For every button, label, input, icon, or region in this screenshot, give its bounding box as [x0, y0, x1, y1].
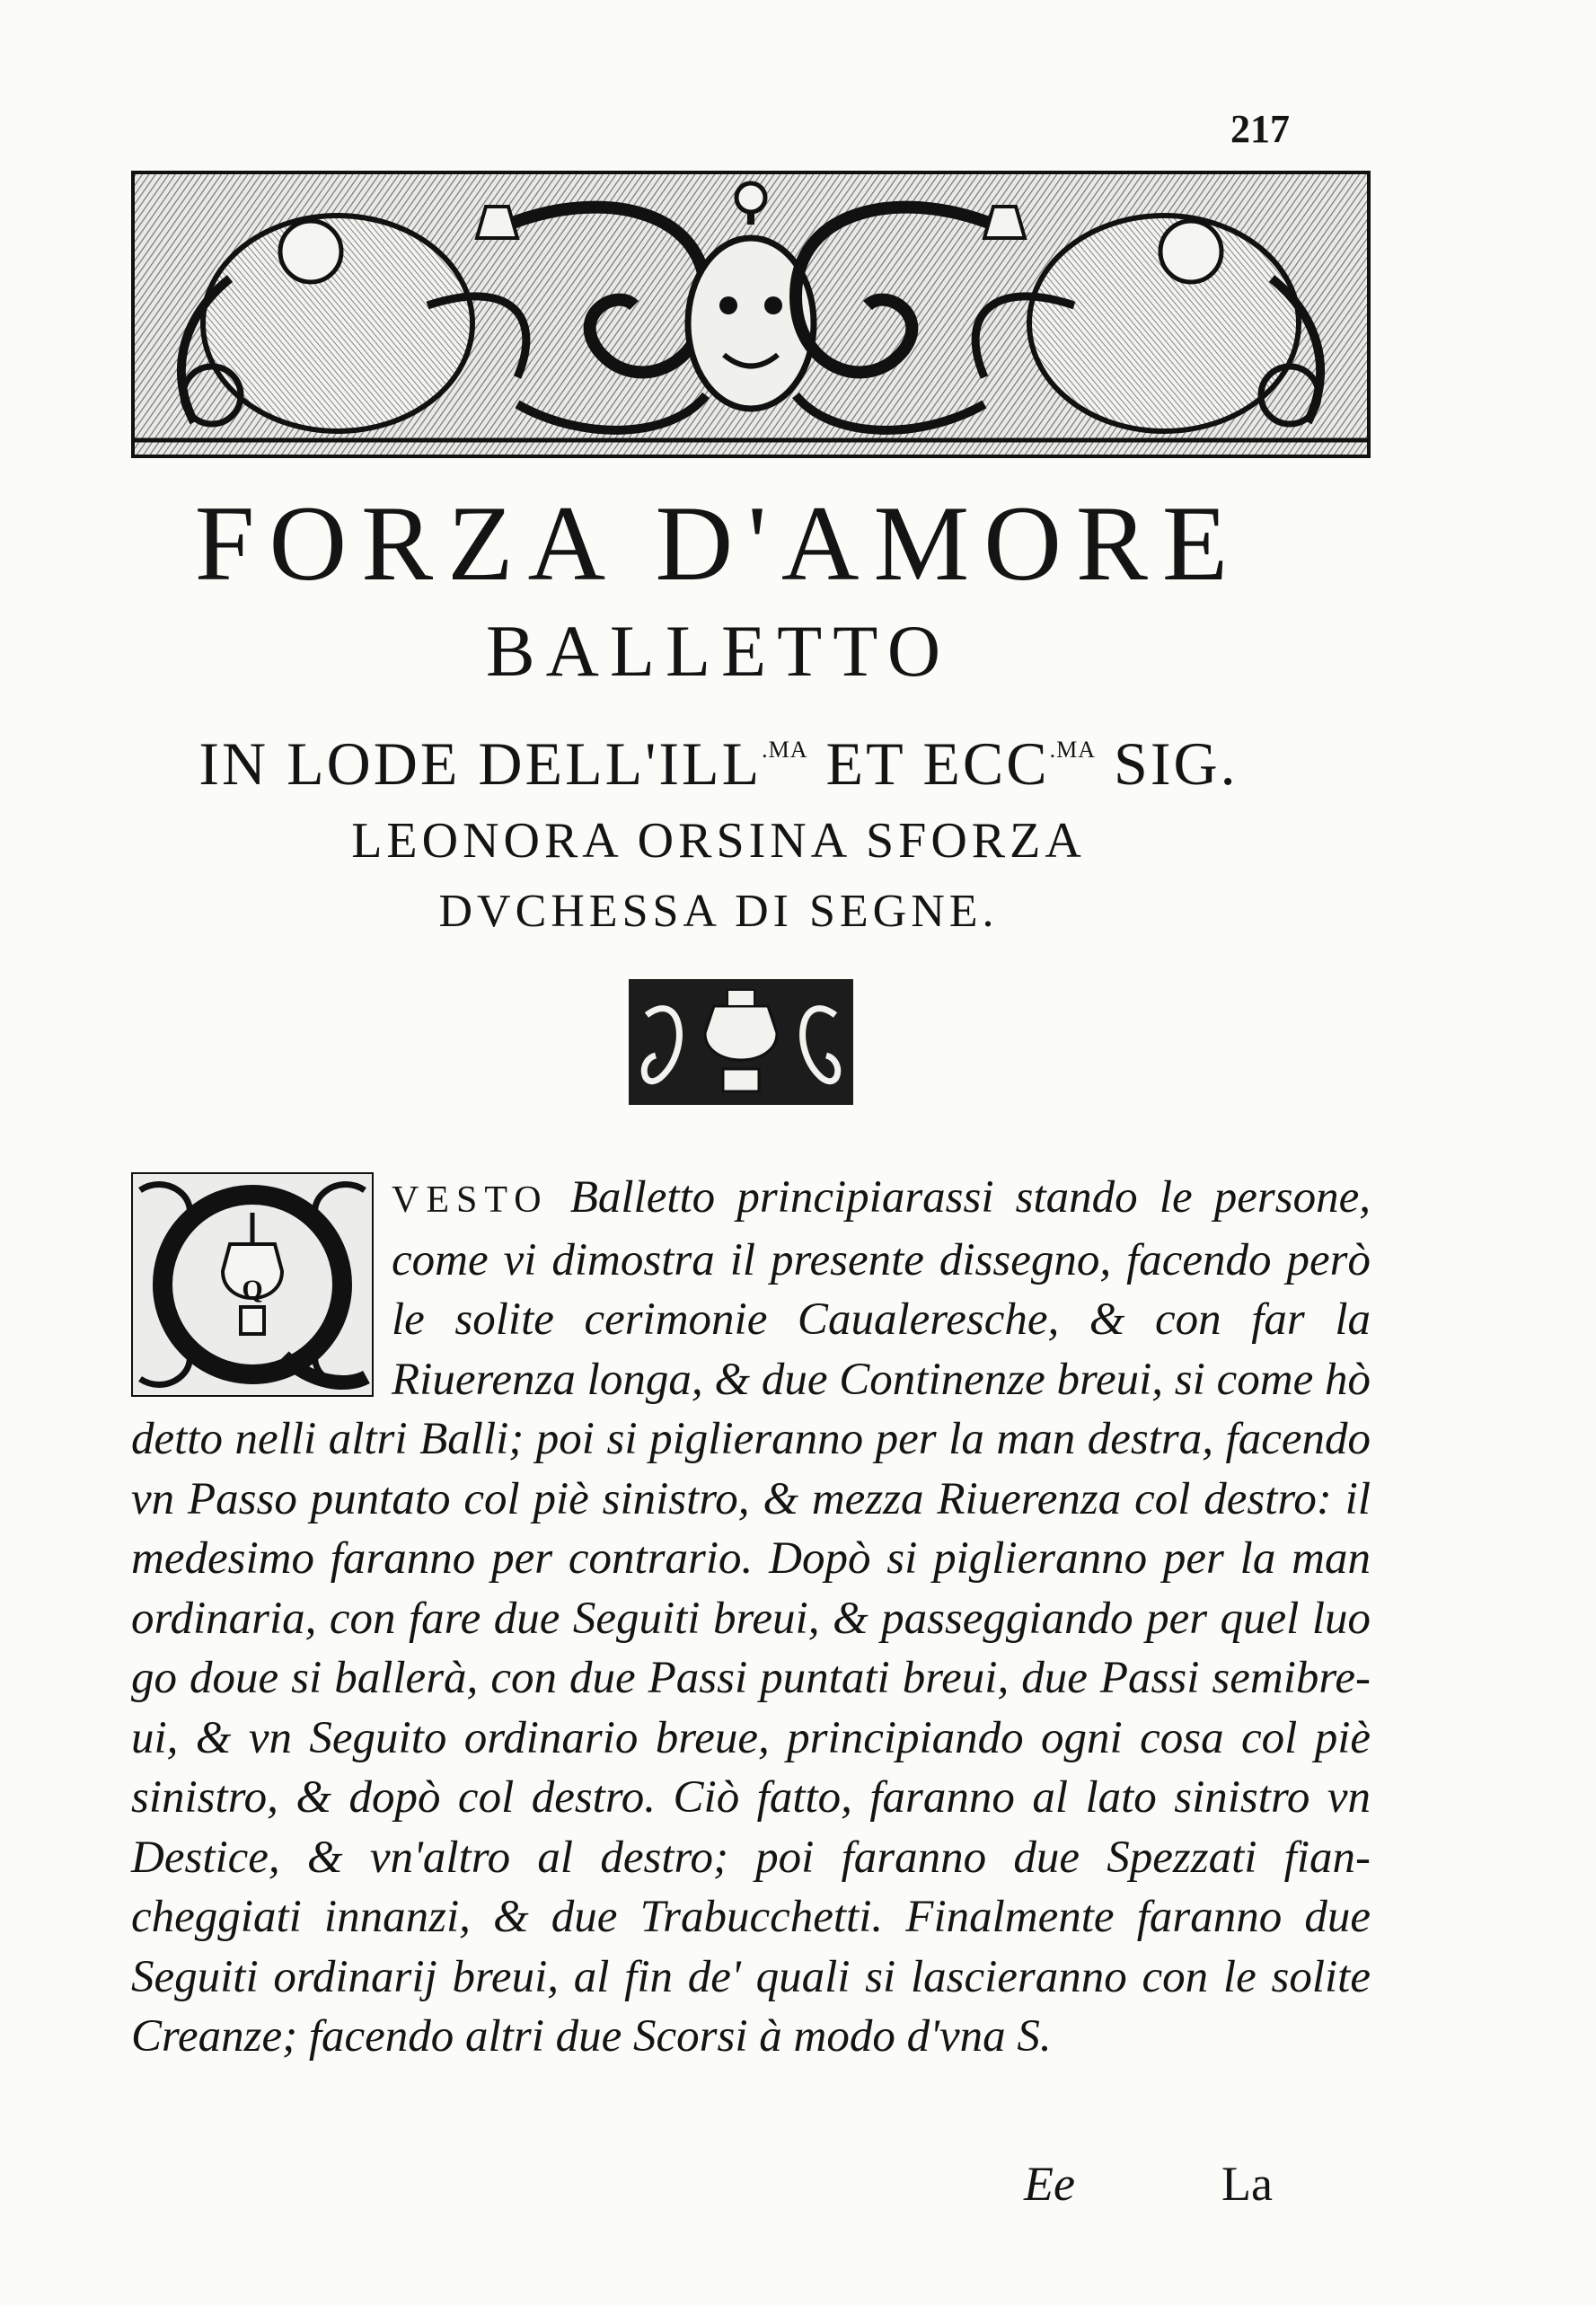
dedication-part-2: ET ECC	[807, 729, 1050, 798]
vase-ornament-icon	[629, 979, 853, 1105]
title-block	[90, 485, 1347, 946]
dedicatee-name: LEONORA ORSINA SFORZA	[351, 813, 1086, 869]
work-subtitle: BALLETTO	[485, 610, 952, 692]
dedication-superscript-1: .MA	[762, 737, 808, 763]
dedication-superscript-2: .MA	[1049, 737, 1097, 763]
dedication-part-1: IN LODE DELL'ILL	[198, 729, 763, 798]
work-title: FORZA D'AMORE	[194, 483, 1243, 603]
dedication-line	[90, 710, 1347, 804]
signature-mark: Ee	[1024, 2157, 1075, 2211]
dedicatee-title: DVCHESSA DI SEGNE.	[438, 886, 999, 937]
body-text: Balletto principiarassi stando le persone, come vi dimostra il presente dissegno, facendo però le solite cerimonie Caualeresche, & con far la Riuerenza longa, & due Continenze breui, si come hò detto nelli altri Balli; poi si piglieranno per la man destra, facendo vn Passo puntato col piè sinistro, & mezza Riuerenza col destro: il medesimo faranno per contrario. Dopò si piglieranno per la man ordinaria, con fare due Seguiti breui, & passeggiando per quel luo go doue si ballerà, con due Passi puntati breui, due Passi semibre-ui, & vn Seguito ordinario breue, principiando ogni cosa col piè sinistro, & dopò col destro. Ciò fatto, faranno al lato sinistro vn Destice, & vn'altro al destro; poi faranno due Spezzati fian-cheggiati innanzi, & due Trabucchetti. Finalmente faranno due Seguiti ordinarij breui, al fin de' quali si lascieranno con le solite Creanze; facendo altri due Scorsi à modo d'vna S.	[131, 1172, 1371, 2062]
body-paragraph	[131, 1168, 1371, 2067]
dropcap-letter: Q	[242, 1275, 263, 1304]
page-number: 217	[1230, 107, 1290, 151]
catchword: La	[1221, 2157, 1273, 2211]
woodcut-headpiece-icon	[131, 171, 1371, 458]
dedication-part-3: SIG.	[1096, 729, 1239, 798]
opening-word: VESTO	[392, 1179, 549, 1221]
dropcap-spacer	[131, 1168, 392, 1403]
catchwords	[1024, 2156, 1383, 2219]
